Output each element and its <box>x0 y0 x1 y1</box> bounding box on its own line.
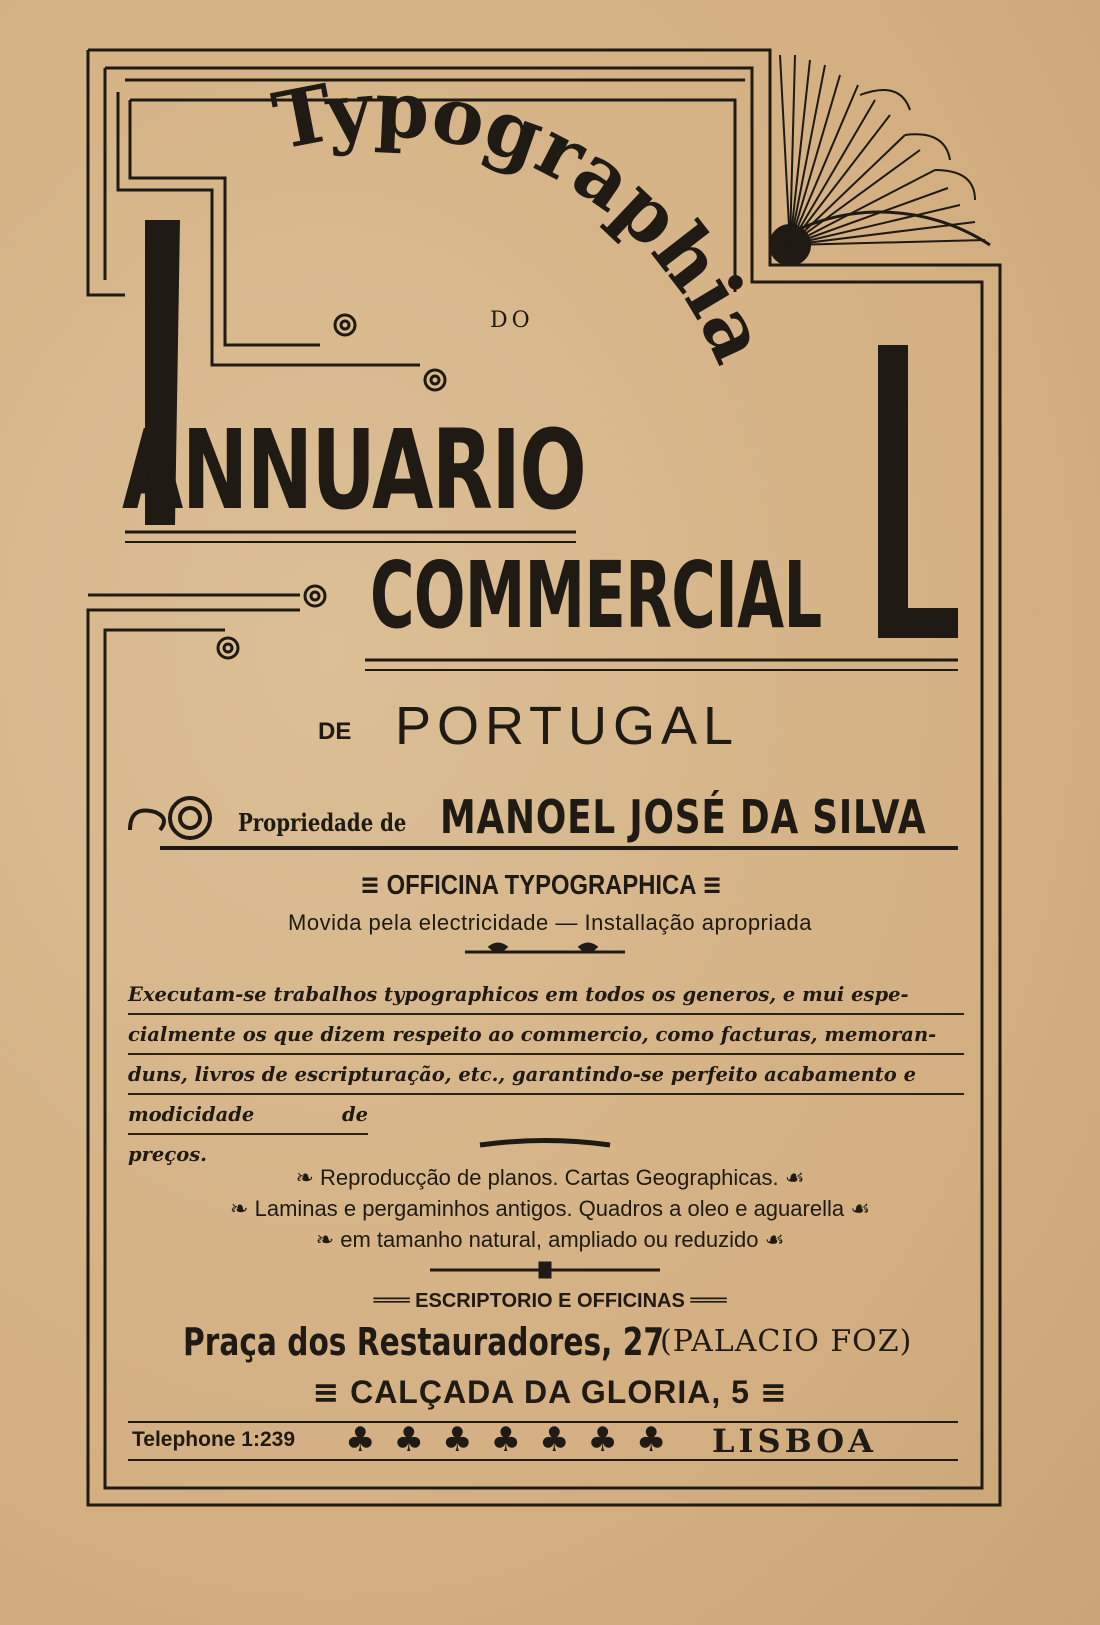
clover-icon: ♣ <box>490 1420 539 1460</box>
officina-title-text: OFFICINA TYPOGRAPHICA <box>386 869 696 900</box>
paragraph-line: modicidade de preços. <box>128 1095 368 1135</box>
double-bar-icon: ═══ <box>690 1288 727 1312</box>
double-bar-icon: ═══ <box>373 1288 410 1312</box>
service-line <box>0 1165 1100 1191</box>
commercial-title: COMMERCIAL <box>370 542 822 649</box>
de-label: DE <box>318 718 352 745</box>
clover-icon: ♣ <box>441 1420 491 1460</box>
triple-bar-icon: ≡ <box>702 868 723 901</box>
clover-icon: ♣ <box>538 1420 588 1460</box>
paragraph-line: duns, livros de escripturação, etc., garantindo-se perfeito acabamento e <box>128 1055 964 1095</box>
do-label: DO <box>490 308 534 333</box>
service-text: em tamanho natural, ampliado ou reduzido <box>340 1227 759 1252</box>
triple-bar-icon: ≡ <box>360 868 380 901</box>
building-name: (PALACIO FOZ) <box>660 1324 913 1359</box>
telephone: Telephone 1:239 <box>132 1428 295 1451</box>
service-line <box>0 1196 1100 1222</box>
clover-icon: ♣ <box>393 1420 442 1460</box>
city-name: LISBOA <box>712 1422 877 1460</box>
service-line <box>0 1227 1100 1253</box>
service-text: Laminas e pergaminhos antigos. Quadros a oleo e aguarella <box>254 1196 845 1221</box>
flourish-icon: ❧ <box>230 1197 249 1222</box>
flourish-icon: ❧ <box>295 1166 314 1191</box>
flourish-icon: ☙ <box>764 1228 785 1253</box>
triple-bar-icon: ≡ <box>312 1373 341 1411</box>
street-address-2-text: CALÇADA DA GLORIA, 5 <box>350 1374 750 1410</box>
clover-icon: ♣ <box>587 1420 636 1460</box>
flourish-icon: ☙ <box>784 1166 805 1191</box>
clover-ornament-row <box>345 1420 684 1460</box>
clover-icon: ♣ <box>635 1420 685 1460</box>
portugal-title: PORTUGAL <box>395 696 740 756</box>
svg-text:Typographia: Typographia <box>266 64 786 376</box>
service-text: Reproducção de planos. Cartas Geographicas. <box>320 1165 779 1190</box>
owner-prefix: Propriedade de <box>238 808 407 837</box>
street-address-2 <box>0 1373 1100 1411</box>
clover-icon: ♣ <box>345 1420 394 1460</box>
triple-bar-icon: ≡ <box>759 1373 788 1411</box>
officina-subtitle: Movida pela electricidade — Installação apropriada <box>288 910 812 935</box>
address-heading-text: ESCRIPTORIO E OFFICINAS <box>415 1290 685 1312</box>
street-address: Praça dos Restauradores, 27 <box>183 1320 665 1364</box>
address-heading <box>0 1288 1100 1313</box>
owner-name: MANOEL JOSÉ DA SILVA <box>440 790 927 844</box>
services-paragraph <box>128 975 964 1166</box>
paragraph-line: cialmente os que dizem respeito ao commercio, como facturas, memoran- <box>128 1015 964 1055</box>
flourish-icon: ☙ <box>850 1197 870 1222</box>
flourish-icon: ❧ <box>315 1228 335 1253</box>
officina-title <box>360 868 722 901</box>
paragraph-line: Executam-se trabalhos typographicos em todos os generos, e mui espe- <box>128 975 964 1015</box>
annuario-title: ANNUARIO <box>122 406 586 534</box>
